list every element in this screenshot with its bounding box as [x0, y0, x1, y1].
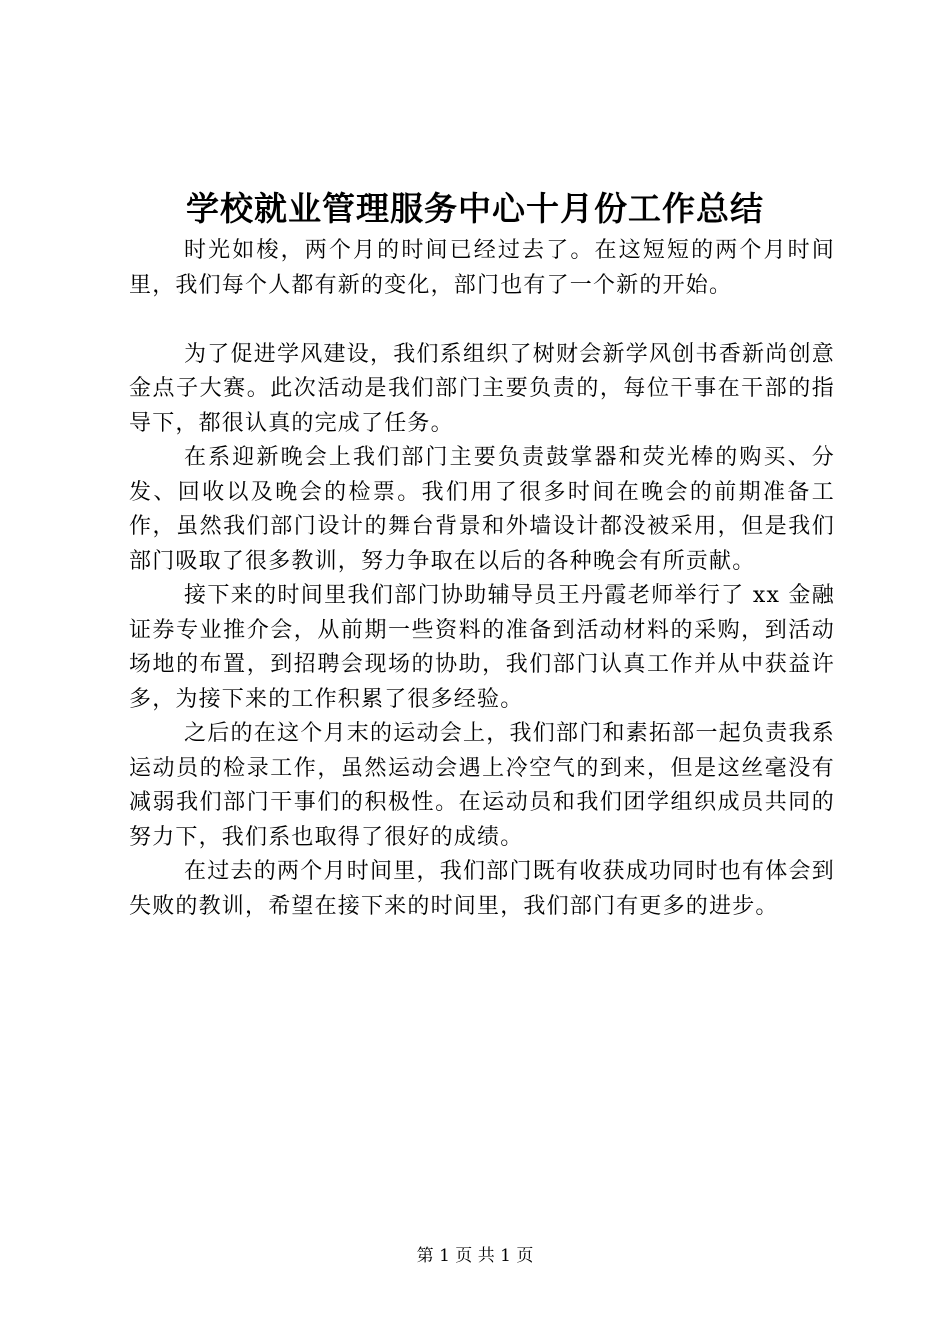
document-title: 学校就业管理服务中心十月份工作总结 [186, 189, 764, 228]
paragraph-conclusion: 在过去的两个月时间里，我们部门既有收获成功同时也有体会到失败的教训，希望在接下来的时间里，我们部门有更多的进步。 [129, 859, 835, 919]
paragraph-intro: 时光如梭，两个月的时间已经过去了。在这短短的两个月时间里，我们每个人都有新的变化，部门也有了一个新的开始。 [129, 238, 835, 298]
page-number-footer: 第 1 页 共 1 页 [416, 1246, 534, 1266]
paragraph-welcome-party: 在系迎新晚会上我们部门主要负责鼓掌器和荧光棒的购买、分发、回收以及晚会的检票。我们用了很多时间在晚会的前期准备工作，虽然我们部门设计的舞台背景和外墙设计都没被采用，但是我们部门吸取了很多教训，努力争取在以后的各种晚会有所贡献。 [129, 445, 835, 574]
paragraph-study-style: 为了促进学风建设，我们系组织了树财会新学风创书香新尚创意金点子大赛。此次活动是我们部门主要负责的，每位干事在干部的指导下，都很认真的完成了任务。 [129, 341, 835, 436]
paragraph-career-talk: 接下来的时间里我们部门协助辅导员王丹霞老师举行了 xx 金融证券专业推介会，从前期一些资料的准备到活动材料的采购，到活动场地的布置，到招聘会现场的协助，我们部门认真工作并从中获益许多，为接下来的工作积累了很多经验。 [129, 583, 835, 712]
document-body [129, 234, 835, 924]
paragraph-sports-meeting: 之后的在这个月末的运动会上，我们部门和素拓部一起负责我系运动员的检录工作，虽然运动会遇上冷空气的到来，但是这丝毫没有减弱我们部门干事们的积极性。在运动员和我们团学组织成员共同的努力下，我们系也取得了很好的成绩。 [129, 721, 835, 850]
